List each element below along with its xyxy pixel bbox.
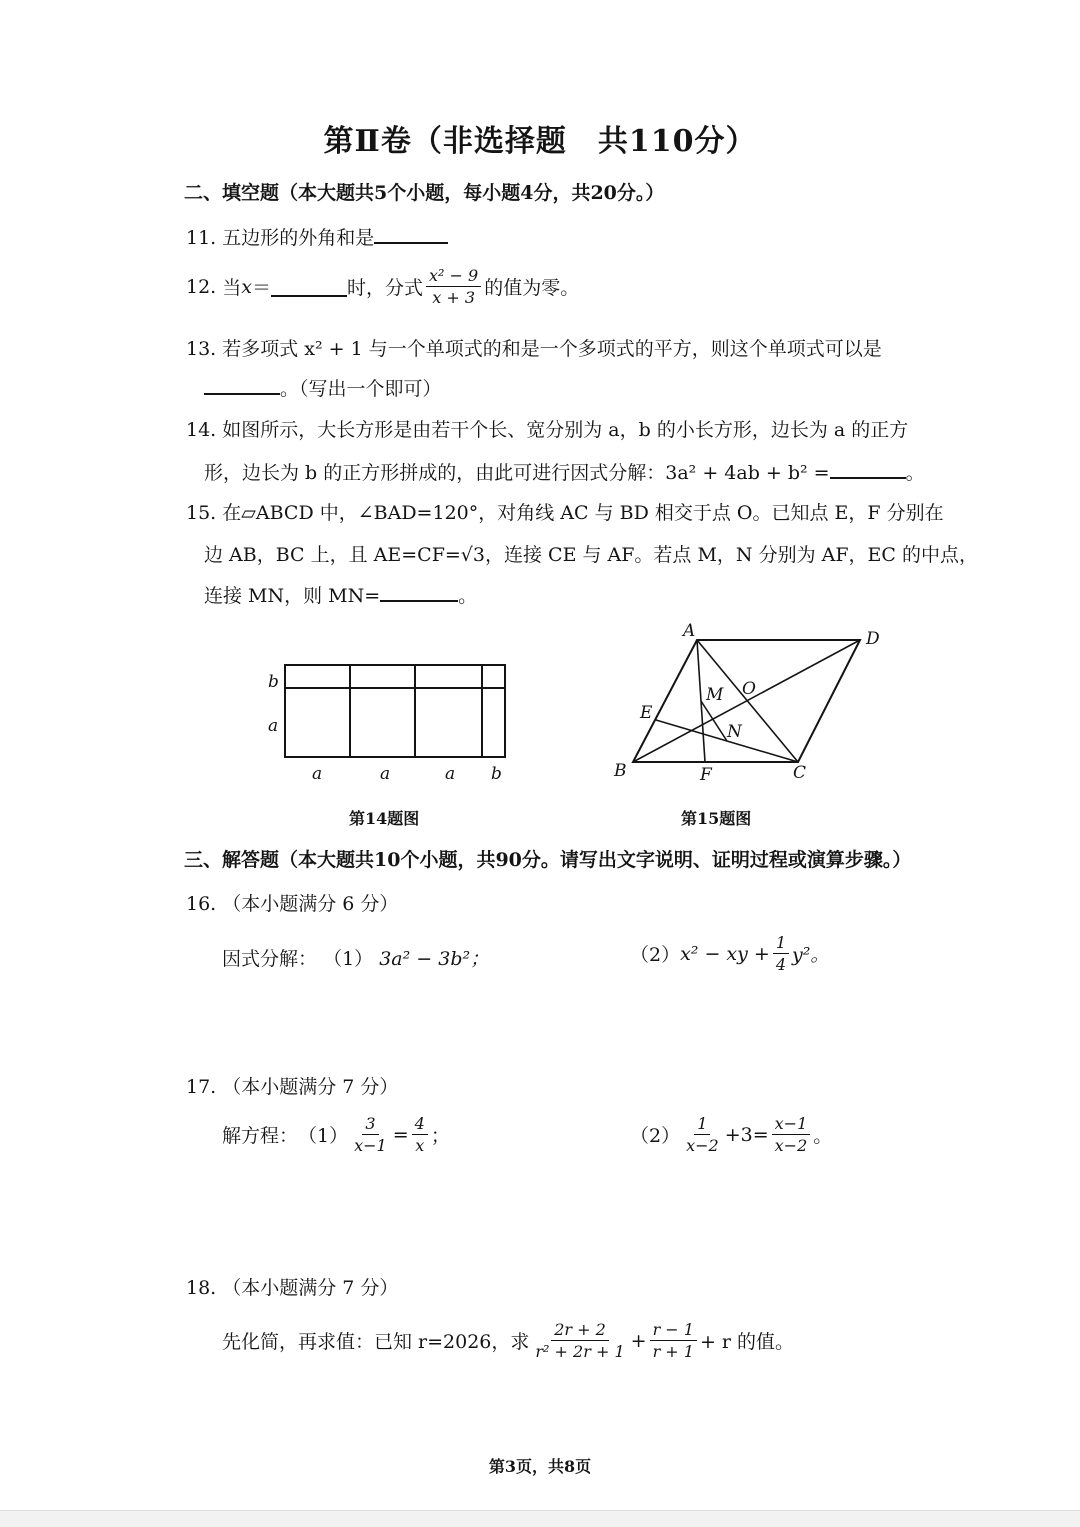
q12-fraction-numerator: x² − 9 [426,266,481,287]
q14-answer-blank [830,459,906,479]
q13-line2: 。（写出一个即可） [280,378,442,400]
q17-p2-fraction-a-numerator: 1 [694,1114,710,1135]
fig14-bottom-label: a [445,764,456,784]
q17-p1-fraction-b-denominator: x [415,1136,425,1155]
q17-p1-fraction-a-numerator: 3 [362,1114,378,1135]
q16-number: 16. [186,893,217,915]
q17-score: （本小题满分 7 分） [222,1076,399,1098]
q16-p2-label: （2） [630,944,681,966]
q17-p2-end: 。 [813,1125,833,1147]
question-18-body [222,1320,794,1361]
q17-p2-mid: +3= [724,1123,769,1146]
q16-p1-label: （1） [323,948,374,970]
fig14-outer-rect [285,665,505,757]
question-14 [186,415,908,442]
fig15-point-e: E [640,703,653,723]
fig14-bottom-label: a [380,764,391,784]
q16-lead: 因式分解： [222,948,318,970]
q13-number: 13. [186,338,217,360]
q18-fraction-a [532,1320,627,1361]
q14-line1: 如图所示，大长方形是由若干个长、宽分别为 a，b 的小长方形，边长为 a 的正方 [222,419,909,441]
q17-p2-fraction-b [772,1114,811,1155]
q11-answer-blank [374,224,448,244]
fig15-point-c: C [793,763,807,783]
question-17-heading [186,1072,398,1099]
q11-text: 五边形的外角和是 [222,227,375,249]
fig15-point-a: A [683,621,696,641]
q16-p2-fraction [773,933,789,974]
question-16-heading [186,889,398,916]
q17-p2-fraction-b-denominator: x−2 [774,1136,808,1155]
q17-p1-label: （1） [298,1125,349,1147]
fig15-point-o: O [742,679,756,699]
q18-fraction-b-numerator: r − 1 [650,1320,697,1341]
question-18-heading [186,1273,398,1300]
q17-p2-fraction-a [683,1114,722,1155]
q16-p2-pre: x² − xy + [680,942,770,965]
fig14-left-label-b: b [268,672,279,692]
q17-p1-fraction-b [412,1114,428,1155]
section-fill-in-header: 二、填空题（本大题共5个小题，每小题4分，共20分。） [184,182,665,204]
fig15-diagonal-bd [633,640,860,762]
q17-p2-label: （2） [630,1125,681,1147]
question-15-line3 [204,581,477,608]
q17-p1-fraction-a [351,1114,390,1155]
q18-score: （本小题满分 7 分） [222,1277,399,1299]
fig15-point-d: D [866,629,880,649]
q18-fraction-a-numerator: 2r + 2 [551,1320,609,1341]
q15-line3: 连接 MN，则 MN= [204,585,381,607]
figure-15 [600,620,900,790]
q17-lead: 解方程： [222,1125,299,1147]
q18-fraction-b [650,1320,697,1361]
q17-p1-end: ； [430,1125,450,1147]
q17-p1-fraction-a-denominator: x−1 [354,1136,387,1155]
fig15-point-f: F [700,765,712,785]
q12-mid: 时，分式 [347,277,424,299]
q18-fraction-b-denominator: r + 1 [652,1342,694,1361]
q15-line1: 在▱ABCD 中，∠BAD=120°，对角线 AC 与 BD 相交于点 O。已知点 E，F 分别在 [222,502,944,524]
q12-pre: 当 [222,277,242,299]
q18-pre: 先化简，再求值：已知 r=2026，求 [222,1331,530,1353]
q17-p2-fraction-a-denominator: x−2 [686,1136,719,1155]
question-17-part1 [222,1114,450,1155]
q15-line2: 边 AB，BC 上，且 AE=CF=√3，连接 CE 与 AF。若点 M，N 分别为 AF，EC 的中点， [204,544,978,566]
q12-number: 12. [186,275,217,298]
q14-number: 14. [186,419,217,441]
bottom-bar [0,1510,1080,1527]
q16-p2-post: y²。 [792,944,830,966]
section-answer-header: 三、解答题（本大题共10个小题，共90分。请写出文字说明、证明过程或演算步骤。） [184,849,912,871]
question-16-part2 [630,933,829,974]
q13-line1: 若多项式 x² + 1 与一个单项式的和是一个多项式的平方，则这个单项式可以是 [222,338,882,360]
fig14-bottom-label: b [491,764,502,784]
question-15 [186,498,944,525]
fig15-point-b: B [614,761,627,781]
q14-end: 。 [905,462,925,484]
fig15-caption: 第15题图 [681,809,752,828]
q17-number: 17. [186,1076,217,1098]
q12-answer-blank [271,277,347,297]
q11-number: 11. [186,227,217,249]
fig15-point-n: N [727,722,742,742]
question-11 [186,223,448,250]
q12-var: x [241,275,252,298]
q13-answer-blank [204,375,280,395]
q12-fraction [426,266,481,307]
q12-fraction-denominator: x + 3 [432,288,476,307]
fig14-bottom-label: a [312,764,323,784]
question-16-part1 [222,944,489,971]
fig15-point-m: M [706,685,724,705]
q17-p2-fraction-b-numerator: x−1 [772,1114,811,1135]
fig14-caption: 第14题图 [349,809,420,828]
question-15-line2 [204,540,978,567]
q16-score: （本小题满分 6 分） [222,893,399,915]
question-13 [186,334,882,361]
question-12 [186,266,579,307]
q14-line2: 形，边长为 b 的正方形拼成的，由此可进行因式分解：3a² + 4ab + b² = [204,462,830,484]
q16-p2-fraction-denominator: 4 [775,955,787,974]
question-14-line2 [204,458,925,485]
question-13-line2 [204,374,442,401]
q12-eq: ＝ [252,277,272,299]
q16-p1-expr: 3a² − 3b²； [379,948,490,970]
q15-answer-blank [380,582,458,602]
page-title: 第Ⅱ卷（非选择题 共110分） [323,124,757,159]
q15-end: 。 [458,585,478,607]
q18-fraction-a-denominator: r² + 2r + 1 [535,1342,625,1361]
question-17-part2 [630,1114,832,1155]
q15-number: 15. [186,502,217,524]
q18-plus: + [630,1329,647,1352]
q17-p1-fraction-b-numerator: 4 [412,1114,428,1135]
q16-p2-fraction-numerator: 1 [773,933,789,954]
q18-post: + r 的值。 [699,1331,795,1353]
page-footer: 第3页，共8页 [488,1457,592,1476]
q17-p1-equals: = [392,1123,409,1146]
fig14-left-label-a: a [268,716,279,736]
q12-post: 的值为零。 [484,277,580,299]
q18-number: 18. [186,1277,217,1299]
figure-14 [260,655,520,795]
